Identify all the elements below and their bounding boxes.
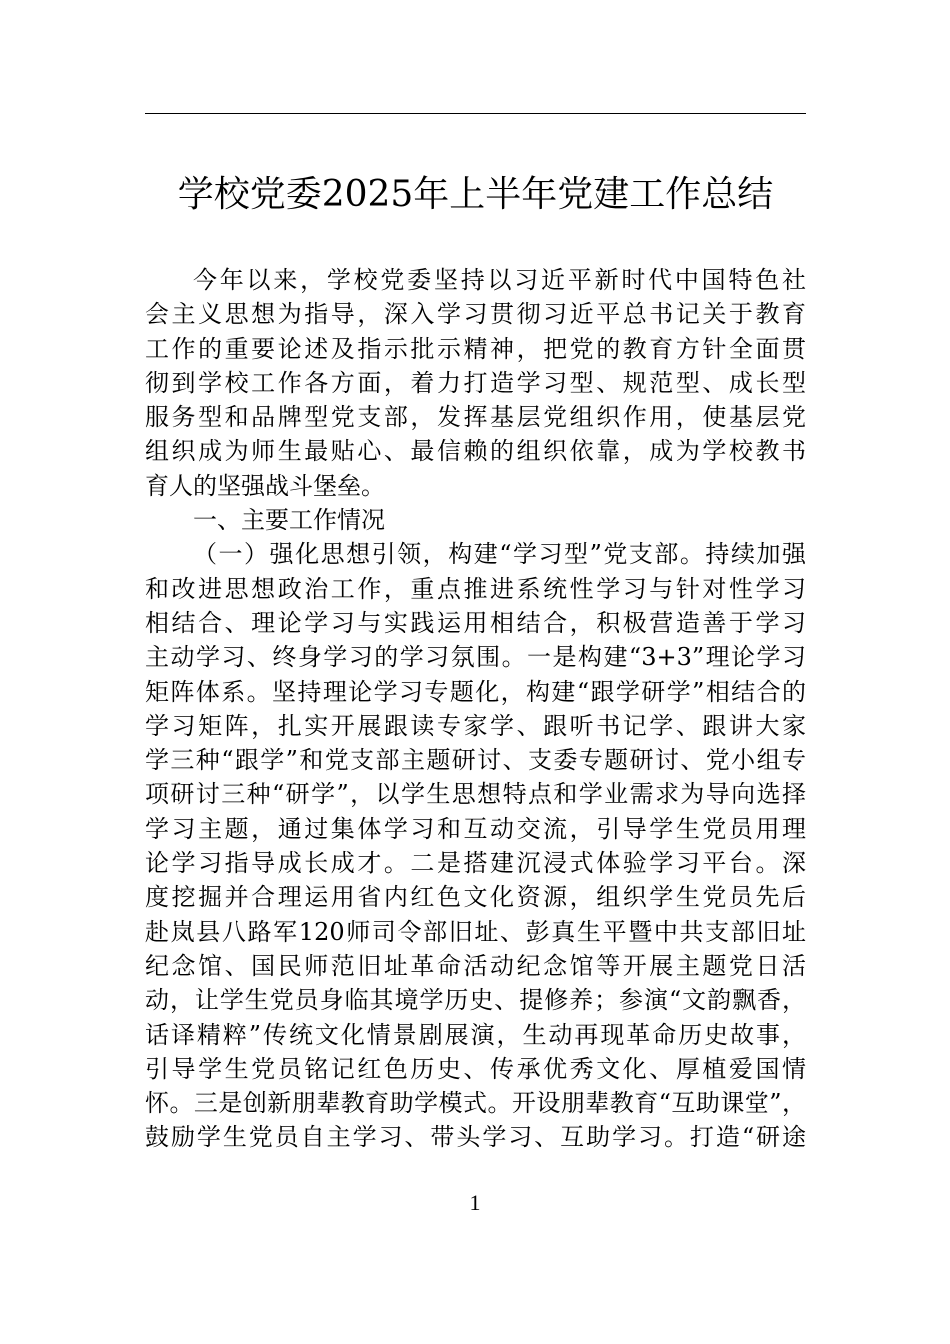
text-line: 组织成为师生最贴心、最信赖的组织依靠，成为学校教书: [145, 437, 806, 466]
section-heading: 一、主要工作情况: [193, 506, 385, 535]
document-title: 学校党委2025年上半年党建工作总结: [177, 174, 774, 215]
text-line: 怀。三是创新朋辈教育助学模式。开设朋辈教育“互助课堂”，: [145, 1089, 806, 1118]
text-line: 论学习指导成长成才。二是搭建沉浸式体验学习平台。深: [145, 849, 806, 878]
text-line: 动，让学生党员身临其境学历史、提修养；参演“文韵飘香，: [145, 986, 806, 1015]
text-line: 学习矩阵，扎实开展跟读专家学、跟听书记学、跟讲大家: [145, 711, 806, 740]
text-line: 今年以来，学校党委坚持以习近平新时代中国特色社: [193, 266, 806, 294]
text-line: 学习主题，通过集体学习和互动交流，引导学生党员用理: [145, 814, 806, 843]
page-number: 1: [469, 1190, 481, 1215]
subsection-heading-line: （一）强化思想引领，构建“学习型”党支部。持续加强: [193, 540, 806, 569]
text-line: 会主义思想为指导，深入学习贯彻习近平总书记关于教育: [145, 300, 806, 329]
text-line: 和改进思想政治工作，重点推进系统性学习与针对性学习: [145, 574, 806, 603]
text-line: 彻到学校工作各方面，着力打造学习型、规范型、成长型: [145, 368, 806, 397]
text-line: 相结合、理论学习与实践运用相结合，积极营造善于学习: [145, 608, 806, 637]
text-line: 度挖掘并合理运用省内红色文化资源，组织学生党员先后: [145, 883, 806, 912]
text-line: 话译精粹”传统文化情景剧展演，生动再现革命历史故事，: [145, 1020, 806, 1049]
text-line: 项研讨三种“研学”，以学生思想特点和学业需求为导向选择: [145, 780, 806, 809]
text-line: 学三种“跟学”和党支部主题研讨、支委专题研讨、党小组专: [145, 746, 806, 775]
text-line: 引导学生党员铭记红色历史、传承优秀文化、厚植爱国情: [145, 1054, 806, 1083]
document-body: [145, 263, 806, 1155]
header-rule: [145, 113, 806, 114]
text-line: 服务型和品牌型党支部，发挥基层党组织作用，使基层党: [145, 403, 806, 432]
text-line: 工作的重要论述及指示批示精神，把党的教育方针全面贯: [145, 334, 806, 363]
text-line: 矩阵体系。坚持理论学习专题化，构建“跟学研学”相结合的: [145, 677, 806, 706]
text-line: 赴岚县八路军120师司令部旧址、彭真生平暨中共支部旧址: [145, 917, 806, 946]
text-line: 鼓励学生党员自主学习、带头学习、互助学习。打造“研途: [145, 1123, 806, 1152]
text-line: 纪念馆、国民师范旧址革命活动纪念馆等开展主题党日活: [145, 951, 806, 980]
text-line: 育人的坚强战斗堡垒。: [145, 471, 385, 500]
text-line: 主动学习、终身学习的学习氛围。一是构建“3+3”理论学习: [145, 643, 806, 672]
